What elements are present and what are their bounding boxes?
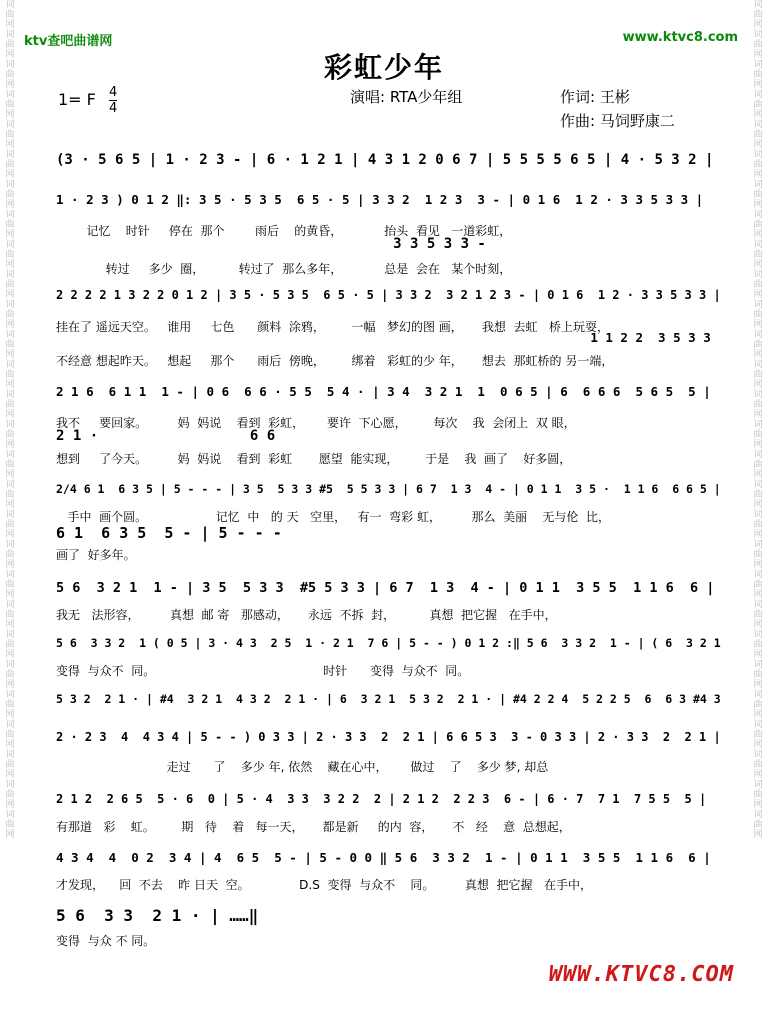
notation-line-10: 2 1 2 2 6 5 5 · 6 0 | 5 · 4 3 3 3 2 2 2 | 2 1 2 2 2 3 6 - | 6 · 7 7 1 7 5 5 5 |: [56, 792, 707, 806]
song-title: 彩虹少年: [323, 51, 444, 84]
lyrics-line-9: 走过 了 多少 年, 依然 藏在心中， 做过 了 多少 梦, 却总: [56, 760, 549, 774]
side-watermark-right: 词曲网词曲网词曲网词曲网词曲网词曲网词曲网词曲网词曲网词曲网词曲网词曲网词曲网词曲网词曲网词曲网词曲网词曲网词曲网词曲网词曲网词曲网词曲网词曲网词曲网词曲网词曲网词曲网: [753, 0, 763, 840]
time-top: 4: [108, 85, 118, 100]
notation-line-8: 5 3 2 2 1 · | #4 3 2 1 4 3 2 2 1 · | 6 3 2 1 5 3 2 2 1 · | #4 2 2 4 5 2 2 5 6 6 3 #4 3: [56, 692, 721, 706]
notation-line-5b: 6 1 6 3 5 5 - | 5 - - -: [56, 524, 282, 542]
singer: 演唱: RTA少年组: [350, 88, 463, 106]
lyrics-line-11: 才发现， 回 不去 昨 日天 空。 D.S 变得 与众不 同。 真想 把它握 在手中，: [56, 878, 592, 892]
notation-line-11: 4 3 4 4 0 2 3 4 | 4 6 5 5 - | 5 - 0 0 ‖ 5 6 3 3 2 1 - | 0 1 1 3 5 5 1 1 6 6 |: [56, 850, 711, 865]
lyrics-line-3b: 不经意 想起昨天。 想起 那个 雨后 傍晚， 绑着 彩虹的少 年， 想去 那虹桥的 另一端，: [56, 354, 614, 368]
lyrics-line-10: 有那道 彩 虹。 期 待 着 每一天， 都是新 的内 容， 不 经 意 总想起，: [56, 820, 571, 834]
notation-line-12: 5 6 3 3 2 1 · | ……‖: [56, 906, 259, 925]
lyrics-line-12: 变得 与众 不 同。: [56, 934, 156, 948]
lyrics-line-5a: 手中 画个圆。 记忆 中 的 天 空里， 有一 弯彩 虹， 那么 美丽 无与伦 比，: [56, 510, 610, 524]
notation-line-7: 5 6 3 3 2 1 ( 0 5 | 3 · 4 3 2 5 1 · 2 1 7 6 | 5 - - ) 0 1 2 :‖ 5 6 3 3 2 1 - | ( 6 3 2 1: [56, 636, 721, 650]
notation-line-4b: 2 1 · 6 6: [56, 428, 276, 444]
notation-line-4: 2 1 6 6 1 1 1 - | 0 6 6 6 · 5 5 5 4 · | 3 4 3 2 1 1 0 6 5 | 6 6 6 6 5 6 5 5 |: [56, 384, 711, 399]
site-name-left: ktv查吧曲谱网: [24, 34, 113, 49]
notation-line-5: 2/4 6 1 6 3 5 | 5 - - - | 3 5 5 3 3 #5 5 5 3 3 | 6 7 1 3 4 - | 0 1 1 3 5 · 1 1 6 6 6 5 |: [56, 482, 721, 496]
lyrics-line-2a: 记忆 时针 停在 那个 雨后 的黄昏， 抬头 看见 一道彩虹，: [56, 224, 512, 238]
lyricist: 作词: 王彬: [560, 88, 630, 106]
key-label: 1= F: [58, 90, 96, 109]
notation-line-1: (3 · 5 6 5 | 1 · 2 3 - | 6 · 1 2 1 | 4 3 1 2 0 6 7 | 5 5 5 5 6 5 | 4 · 5 3 2 |: [56, 152, 714, 168]
notation-line-2: 1 · 2 3 ) 0 1 2 ‖: 3 5 · 5 3 5 6 5 · 5 | 3 3 2 1 2 3 3 - | 0 1 6 1 2 · 3 3 5 3 3 |: [56, 192, 704, 207]
side-watermark-left: 词曲网词曲网词曲网词曲网词曲网词曲网词曲网词曲网词曲网词曲网词曲网词曲网词曲网词曲网词曲网词曲网词曲网词曲网词曲网词曲网词曲网词曲网词曲网词曲网词曲网词曲网词曲网词曲网: [5, 0, 15, 840]
site-url-right: www.ktvc8.com: [622, 30, 738, 45]
notation-line-9: 2 · 2 3 4 4 3 4 | 5 - - ) 0 3 3 | 2 · 3 3 2 2 1 | 6 6 5 3 3 - 0 3 3 | 2 · 3 3 2 2 1 |: [56, 730, 721, 744]
key-signature: [58, 86, 117, 115]
composer: 作曲: 马饲野康二: [560, 112, 675, 130]
lyrics-line-5b: 画了 好多年。: [56, 548, 136, 562]
lyrics-line-3a: 挂在了 遥远天空。 谁用 七色 颜料 涂鸦， 一幅 梦幻的图 画， 我想 去虹 桥上玩耍，: [56, 320, 609, 334]
notation-line-6: 5 6 3 2 1 1 - | 3 5 5 3 3 #5 5 3 3 | 6 7 1 3 4 - | 0 1 1 3 5 5 1 1 6 6 |: [56, 580, 715, 596]
lyrics-line-7: 变得 与众不 同。 时针 变得 与众不 同。: [56, 664, 470, 678]
notation-line-3b: 1 1 2 2 3 5 3 3: [56, 330, 711, 345]
notation-line-3: 2 2 2 2 1 3 2 2 0 1 2 | 3 5 · 5 3 5 6 5 · 5 | 3 3 2 3 2 1 2 3 - | 0 1 6 1 2 · 3 3 5 3 3 |: [56, 288, 721, 302]
notation-line-2b: 3 3 5 3 3 -: [56, 236, 486, 252]
time-bottom: 4: [108, 101, 118, 116]
lyrics-line-2b: 转过 多少 圈， 转过了 那么多年， 总是 会在 某个时刻，: [56, 262, 512, 276]
lyrics-line-4a: 我不 要回家。 妈 妈说 看到 彩虹， 要许 下心愿， 每次 我 会闭上 双 眼，: [56, 416, 576, 430]
lyrics-line-6: 我无 法形容， 真想 邮 寄 那感动， 永远 不拆 封， 真想 把它握 在手中，: [56, 608, 557, 622]
time-signature: [109, 86, 117, 115]
site-logo[interactable]: WWW.KTVC8.COM: [548, 962, 734, 987]
lyrics-line-4b: 想到 了今天。 妈 妈说 看到 彩虹 愿望 能实现， 于是 我 画了 好多圆，: [56, 452, 572, 466]
